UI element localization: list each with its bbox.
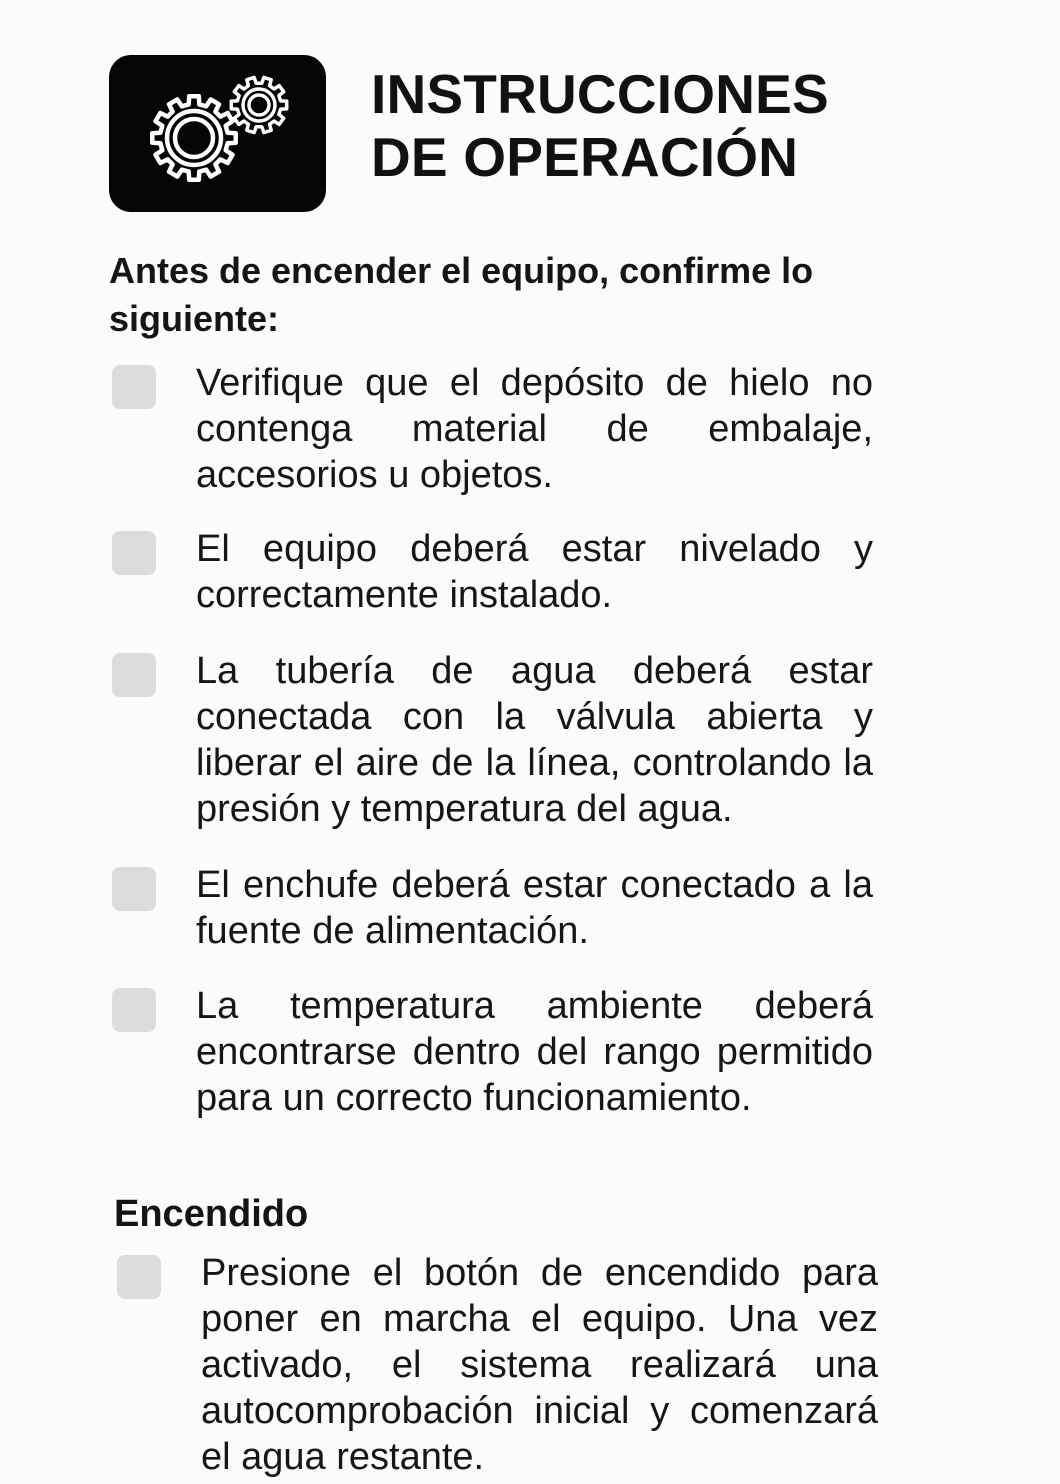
checkbox[interactable] bbox=[112, 988, 156, 1032]
title-line-2: DE OPERACIÓN bbox=[371, 126, 799, 188]
checklist-item-text: El enchufe deberá estar conectado a la fuente de alimentación. bbox=[196, 864, 873, 952]
checklist-item-text: La tubería de agua deberá estar conectada con la válvula abierta y liberar el aire de la línea, controlando la presión y temperatura del agua. bbox=[196, 650, 873, 830]
small-gear-outline bbox=[231, 77, 286, 132]
title-line-1: INSTRUCCIONES bbox=[371, 63, 829, 125]
checkbox[interactable] bbox=[112, 867, 156, 911]
checkbox[interactable] bbox=[112, 653, 156, 697]
section-title: Encendido bbox=[114, 1193, 309, 1235]
large-gear-hub bbox=[175, 119, 213, 157]
gears-icon bbox=[109, 55, 326, 212]
header bbox=[109, 55, 909, 213]
checklist-item-text: Presione el botón de encendido para poner en marcha el equipo. Una vez activado, el sistema realizará una autocomprobación inicial y comenzará el agua restante. bbox=[201, 1252, 878, 1478]
checkbox[interactable] bbox=[117, 1255, 161, 1299]
checklist-item-text: Verifique que el depósito de hielo no contenga material de embalaje, accesorios u objetos. bbox=[196, 362, 873, 496]
checkbox[interactable] bbox=[112, 531, 156, 575]
intro-text: Antes de encender el equipo, confirme lo siguiente: bbox=[109, 250, 814, 339]
page-title bbox=[371, 63, 829, 189]
checklist-item-text: El equipo deberá estar nivelado y correctamente instalado. bbox=[196, 528, 873, 616]
small-gear-hub bbox=[249, 95, 269, 115]
checklist-item-text: La temperatura ambiente deberá encontrarse dentro del rango permitido para un correcto funcionamiento. bbox=[196, 985, 873, 1119]
logo-box bbox=[109, 55, 326, 212]
checkbox[interactable] bbox=[112, 365, 156, 409]
